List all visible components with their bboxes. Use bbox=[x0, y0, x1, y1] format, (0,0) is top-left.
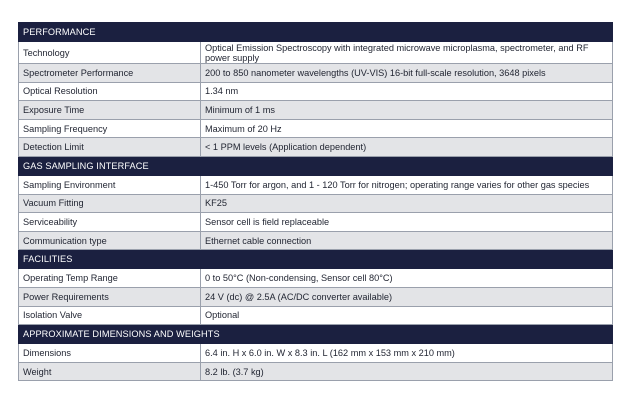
table-row bbox=[19, 82, 613, 101]
table-row bbox=[19, 101, 613, 120]
table-row bbox=[19, 231, 613, 250]
row-label: Sampling Frequency bbox=[19, 119, 201, 138]
row-label: Optical Resolution bbox=[19, 82, 201, 101]
table-row bbox=[19, 344, 613, 363]
table-row bbox=[19, 138, 613, 157]
table-row bbox=[19, 42, 613, 64]
row-label: Serviceability bbox=[19, 213, 201, 232]
row-label: Isolation Valve bbox=[19, 306, 201, 325]
row-label: Spectrometer Performance bbox=[19, 64, 201, 83]
table-row bbox=[19, 306, 613, 325]
row-label: Technology bbox=[19, 42, 201, 64]
table-row bbox=[19, 175, 613, 194]
row-value: 200 to 850 nanometer wavelengths (UV-VIS) 16-bit full-scale resolution, 3648 pixels bbox=[201, 64, 613, 83]
row-value: Optical Emission Spectroscopy with integrated microwave microplasma, spectrometer, and RF power supply bbox=[201, 42, 613, 64]
section-header-dimensions-weights bbox=[19, 325, 613, 344]
row-value: 6.4 in. H x 6.0 in. W x 8.3 in. L (162 mm x 153 mm x 210 mm) bbox=[201, 344, 613, 363]
table-row bbox=[19, 362, 613, 381]
row-label: Operating Temp Range bbox=[19, 269, 201, 288]
row-value: < 1 PPM levels (Application dependent) bbox=[201, 138, 613, 157]
row-value: 1-450 Torr for argon, and 1 - 120 Torr for nitrogen; operating range varies for other gas species bbox=[201, 175, 613, 194]
section-title: PERFORMANCE bbox=[19, 23, 613, 42]
table-row bbox=[19, 269, 613, 288]
row-value: 1.34 nm bbox=[201, 82, 613, 101]
row-value: 0 to 50°C (Non-condensing, Sensor cell 80°C) bbox=[201, 269, 613, 288]
table-row bbox=[19, 64, 613, 83]
row-label: Dimensions bbox=[19, 344, 201, 363]
row-label: Weight bbox=[19, 362, 201, 381]
table-row bbox=[19, 287, 613, 306]
row-label: Exposure Time bbox=[19, 101, 201, 120]
row-value: Ethernet cable connection bbox=[201, 231, 613, 250]
row-value: Maximum of 20 Hz bbox=[201, 119, 613, 138]
row-label: Sampling Environment bbox=[19, 175, 201, 194]
table-row bbox=[19, 194, 613, 213]
row-value: Minimum of 1 ms bbox=[201, 101, 613, 120]
section-title: GAS SAMPLING INTERFACE bbox=[19, 156, 613, 175]
table-row bbox=[19, 213, 613, 232]
row-value: Optional bbox=[201, 306, 613, 325]
table-row bbox=[19, 119, 613, 138]
row-label: Communication type bbox=[19, 231, 201, 250]
section-header-performance bbox=[19, 23, 613, 42]
section-title: FACILITIES bbox=[19, 250, 613, 269]
section-header-gas-sampling-interface bbox=[19, 156, 613, 175]
row-value: KF25 bbox=[201, 194, 613, 213]
spec-table bbox=[18, 22, 613, 381]
section-header-facilities bbox=[19, 250, 613, 269]
row-value: 24 V (dc) @ 2.5A (AC/DC converter available) bbox=[201, 287, 613, 306]
row-label: Power Requirements bbox=[19, 287, 201, 306]
section-title: APPROXIMATE DIMENSIONS AND WEIGHTS bbox=[19, 325, 613, 344]
row-value: 8.2 lb. (3.7 kg) bbox=[201, 362, 613, 381]
row-label: Detection Limit bbox=[19, 138, 201, 157]
row-value: Sensor cell is field replaceable bbox=[201, 213, 613, 232]
row-label: Vacuum Fitting bbox=[19, 194, 201, 213]
